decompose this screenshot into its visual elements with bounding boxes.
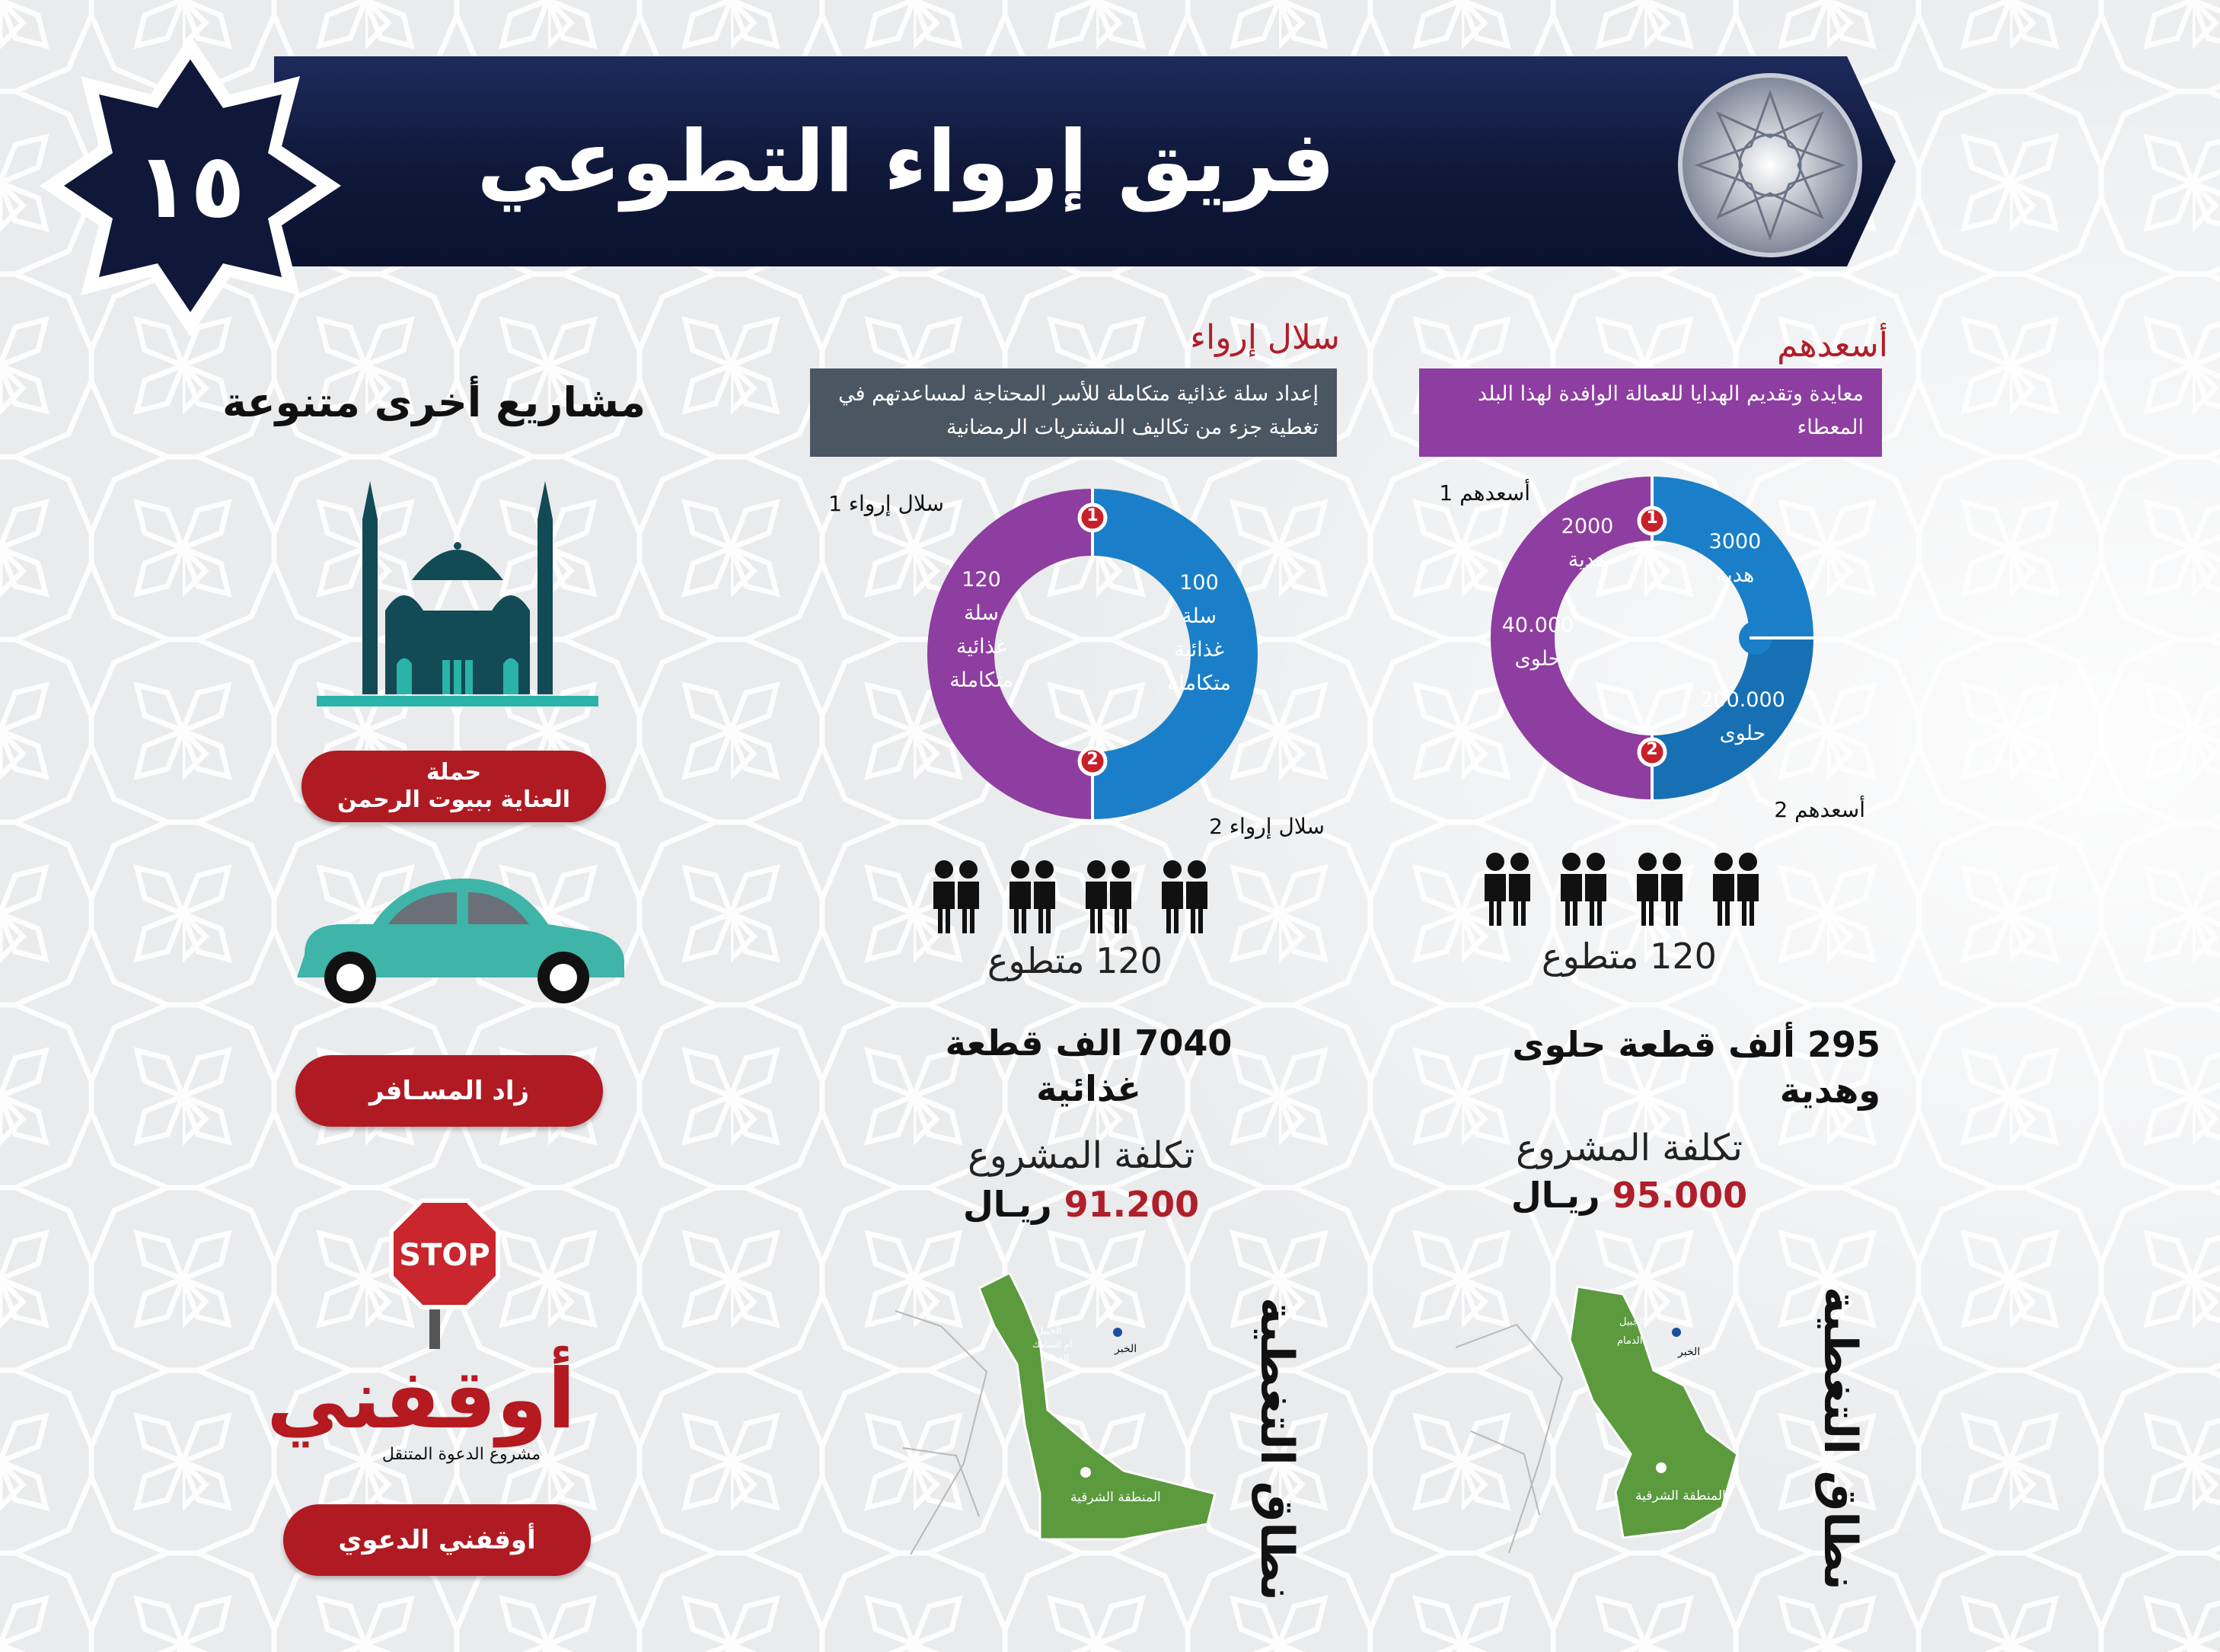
- asadhum-cost-value: 95.000: [1612, 1175, 1748, 1216]
- asadhum-left-unit: حلوى: [1514, 647, 1561, 671]
- mosque-campaign-line2: العناية ببيوت الرحمن: [337, 786, 570, 813]
- silal-map-dammam: الدمام: [1044, 1353, 1070, 1364]
- silal-badge-1: 1: [1086, 506, 1099, 525]
- silal-right-line2: سلة: [1181, 604, 1217, 628]
- asadhum-coverage-label: نطاق التغطية: [1813, 1287, 1867, 1590]
- rosette-ornament-icon: [1675, 70, 1865, 260]
- silal-cost-value: 91.200: [1064, 1184, 1200, 1225]
- silal-label-1: سلال إرواء 1: [828, 491, 944, 516]
- asadhum-pieces: 295 ألف قطعة حلوى وهدية: [1512, 1024, 1880, 1111]
- asadhum-description: معايدة وتقديم الهدايا للعمالة الوافدة لهذا البلد المعطاء: [1419, 368, 1882, 457]
- asadhum-left-value: 40.000: [1501, 614, 1574, 637]
- silal-left-line4: متكاملة: [949, 668, 1013, 692]
- silal-coverage-map: [895, 1273, 1246, 1555]
- car-icon: [289, 871, 632, 1005]
- silal-description: إعداد سلة غذائية متكاملة للأسر المحتاجة لمساعدتهم في تغطية جزء من تكاليف المشتريات الرمضانية: [810, 368, 1337, 457]
- silal-cost: [944, 1182, 1218, 1227]
- asadhum-volunteers: 120 متطوع: [1542, 936, 1717, 977]
- other-projects-title: مشاريع أخرى متنوعة: [222, 378, 646, 426]
- silal-left-line2: سلة: [963, 601, 1000, 625]
- asadhum-bottom-right-unit: حلوى: [1719, 722, 1766, 745]
- zad-almusafir-button[interactable]: زاد المسـافر: [295, 1055, 603, 1127]
- mosque-icon: [317, 474, 598, 719]
- asadhum-top-right-label: [1693, 525, 1777, 592]
- dawah-logo-subtitle: مشروع الدعوة المتنقل: [381, 1445, 541, 1464]
- asadhum-top-left-label: [1545, 510, 1629, 577]
- silal-right-line3: غذائية: [1174, 638, 1224, 662]
- asadhum-label-2: أسعدهم 2: [1774, 797, 1865, 822]
- asadhum-map-jubail: الجبيل: [1619, 1316, 1645, 1328]
- asadhum-coverage-map: [1456, 1279, 1813, 1553]
- dawah-logo-text: أوقفني: [266, 1352, 576, 1447]
- asadhum-left-label: [1492, 609, 1584, 676]
- asadhum-top-left-unit: هدية: [1568, 548, 1607, 572]
- silal-left-label: [932, 563, 1031, 697]
- silal-title: سلال إرواء: [1190, 318, 1340, 357]
- asadhum-map-region: المنطقة الشرقية: [1635, 1488, 1726, 1504]
- silal-right-line1: 100: [1179, 571, 1219, 595]
- silal-map-region: المنطقة الشرقية: [1070, 1490, 1161, 1505]
- mosque-campaign-line1: حملة: [426, 759, 482, 786]
- asadhum-badge-1: 1: [1646, 509, 1658, 528]
- asadhum-badge-2: 2: [1646, 740, 1658, 759]
- asadhum-cost-title: تكلفة المشروع: [1516, 1127, 1743, 1169]
- silal-map-khobar: الخبر: [1115, 1343, 1137, 1355]
- silal-volunteers: 120 متطوع: [987, 940, 1163, 981]
- silal-coverage-label: نطاق التغطية: [1250, 1297, 1303, 1601]
- asadhum-map-khobar: الخبر: [1678, 1346, 1701, 1358]
- page-title: فريق إرواء التطوعي: [477, 113, 1335, 212]
- silal-pieces: 7040 الف قطعة غذائية: [945, 1022, 1233, 1109]
- asadhum-bottom-right-label: [1693, 684, 1792, 751]
- silal-right-label: [1150, 566, 1249, 700]
- silal-left-line3: غذائية: [956, 635, 1006, 659]
- silal-label-2: سلال إرواء 2: [1209, 814, 1325, 839]
- asadhum-cost-currency: ريـال: [1510, 1175, 1600, 1216]
- asadhum-top-right-unit: هدية: [1715, 563, 1755, 587]
- silal-left-line1: 120: [962, 568, 1001, 592]
- page-number: ١٥: [135, 133, 246, 238]
- asadhum-top-left-value: 2000: [1561, 515, 1614, 538]
- asadhum-volunteers-icon: [1482, 851, 1774, 926]
- asadhum-cost: [1492, 1172, 1766, 1218]
- silal-badge-2: 2: [1086, 750, 1099, 769]
- dawah-button[interactable]: أوقفني الدعوي: [283, 1504, 591, 1576]
- asadhum-title: أسعدهم: [1777, 326, 1888, 365]
- asadhum-top-right-value: 3000: [1708, 530, 1762, 553]
- silal-cost-title: تكلفة المشروع: [968, 1134, 1195, 1177]
- mosque-campaign-button[interactable]: [301, 751, 606, 822]
- stop-sign-icon: [384, 1197, 506, 1357]
- asadhum-label-1: أسعدهم 1: [1439, 480, 1530, 505]
- silal-volunteers-icon: [930, 859, 1223, 933]
- asadhum-bottom-right-value: 200.000: [1700, 688, 1785, 712]
- silal-map-jubail: الجبيل: [1036, 1325, 1062, 1337]
- silal-cost-currency: ريـال: [962, 1184, 1052, 1225]
- silal-right-line4: متكاملة: [1167, 671, 1231, 695]
- silal-map-hassa: أم الساهك: [1032, 1339, 1073, 1350]
- stop-sign-text: STOP: [399, 1238, 490, 1273]
- asadhum-map-dammam: الدمام: [1617, 1335, 1643, 1347]
